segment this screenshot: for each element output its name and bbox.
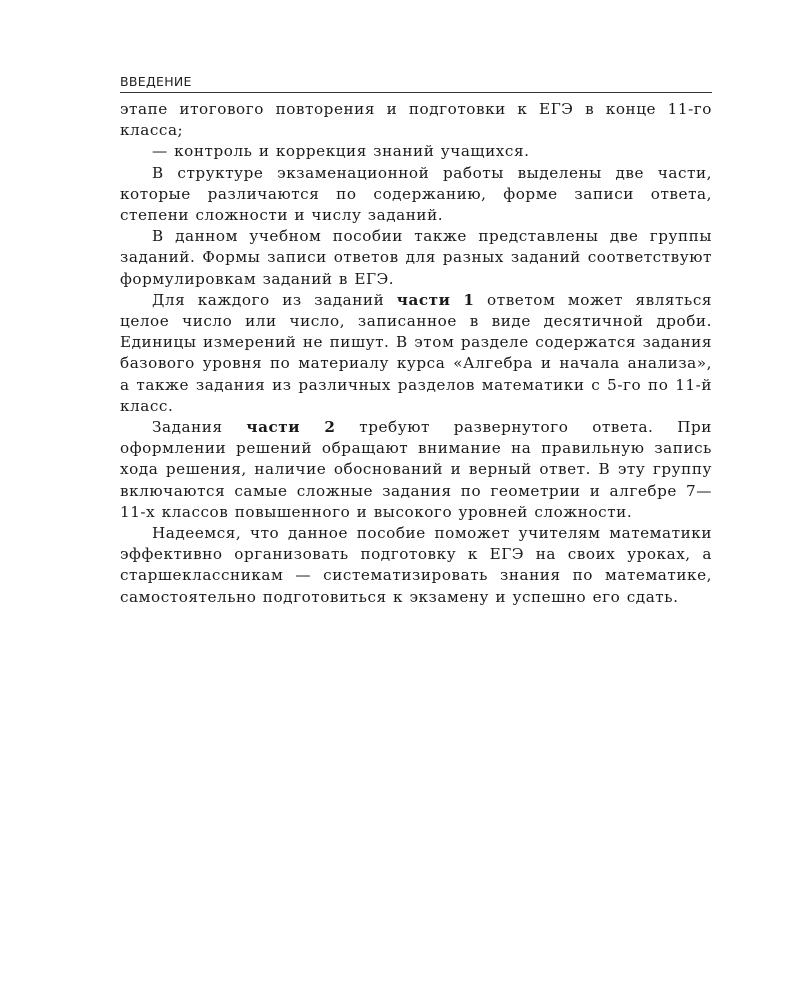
paragraph-part-2 <box>120 417 712 523</box>
running-header: ВВЕДЕНИЕ <box>120 74 712 93</box>
paragraph-task-groups: В данном учебном пособии также представлены две группы заданий. Формы записи ответов для разных заданий соответствуют формулировкам заданий в ЕГЭ. <box>120 227 712 288</box>
body-text <box>120 99 712 608</box>
part-2-lead: Задания <box>152 418 247 437</box>
book-page <box>120 74 712 608</box>
part-1-term: части 1 <box>396 290 475 309</box>
part-2-term: части 2 <box>246 418 336 437</box>
paragraph-closing: Надеемся, что данное пособие поможет учителям математики эффективно организовать подготовку к ЕГЭ на своих уроках, а старшеклассникам — систематизировать знания по математике, самостоятельно подготовиться к экзамену и успешно его сдать. <box>120 524 712 606</box>
paragraph-list-item: — контроль и коррекция знаний учащихся. <box>152 142 530 161</box>
part-1-lead: Для каждого из заданий <box>152 290 397 309</box>
paragraph-continuation: этапе итогового повторения и подготовки к ЕГЭ в конце 11-го класса; <box>120 100 712 140</box>
paragraph-structure: В структуре экзаменационной работы выделены две части, которые различаются по содержанию, форме записи ответа, степени сложности и числу заданий. <box>120 163 712 225</box>
part-1-rest: ответом может являться целое число или число, записанное в виде десятичной дроби. Единицы измерений не пишут. В этом разделе содержатся задания базового уровня по материалу курса «Алгебра и начала анализа», а также задания из различных разделов математики с 5-го по 11-й класс. <box>120 290 713 415</box>
part-2-rest: требуют развернутого ответа. При оформлении решений обращают внимание на правильную запись хода решения, наличие обоснований и верный ответ. В эту группу включаются самые сложные задания по геометрии и алгебре 7—11-х классов повышенного и высокого уровней сложности. <box>120 418 712 521</box>
paragraph-part-1 <box>120 290 712 417</box>
